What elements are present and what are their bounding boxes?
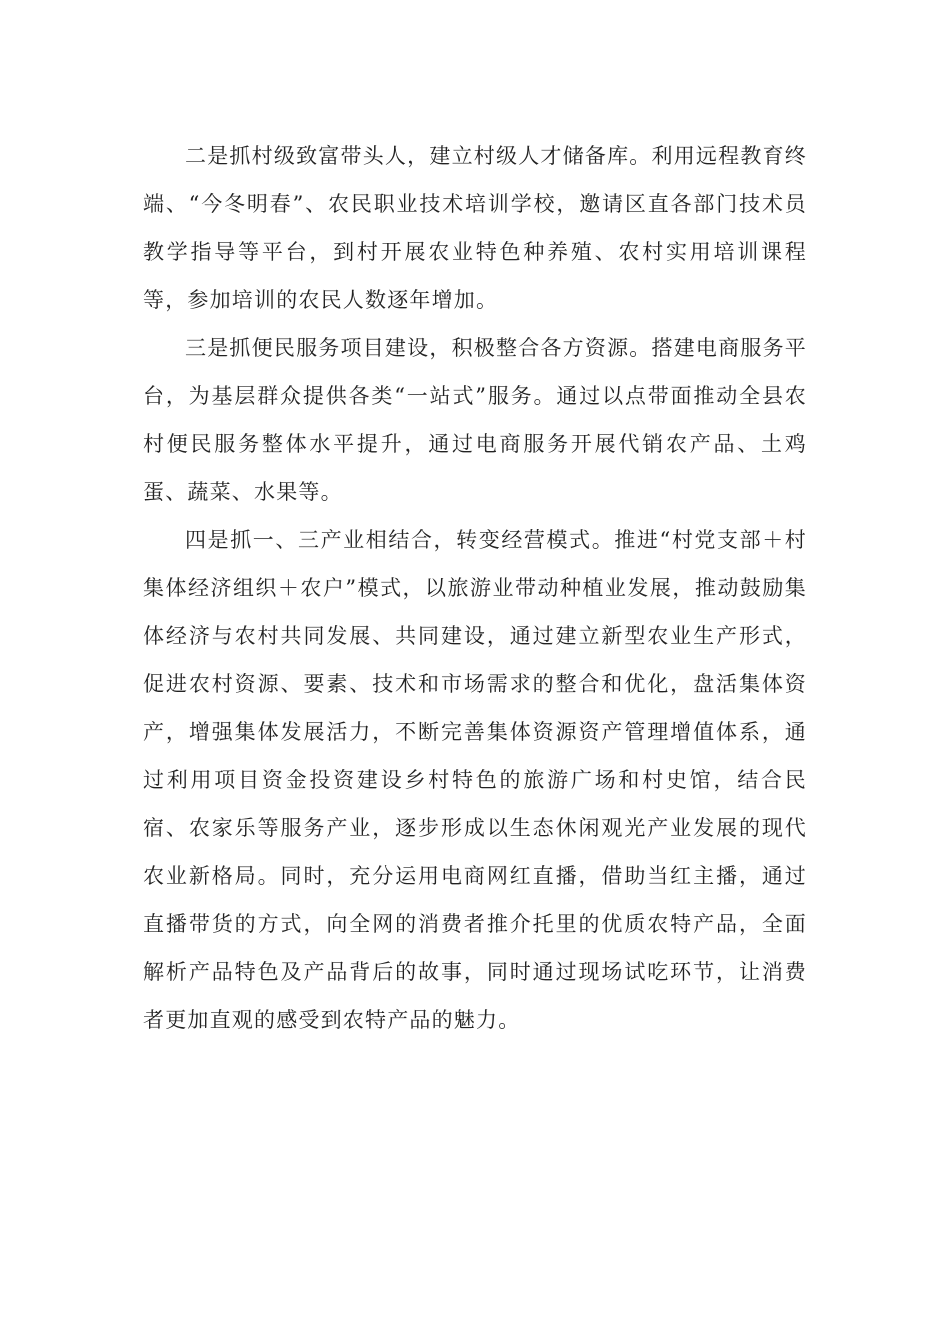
paragraph-talent-reserve: 二是抓村级致富带头人，建立村级人才储备库。利用远程教育终端、“今冬明春”、农民职业技术培训学校，邀请区直各部门技术员教学指导等平台，到村开展农业特色种养殖、农村实用培训课程等，参加培训的农民人数逐年增加。: [143, 144, 807, 312]
paragraph-industry-integration: 四是抓一、三产业相结合，转变经营模式。推进“村党支部＋村集体经济组织＋农户”模式，以旅游业带动种植业发展，推动鼓励集体经济与农村共同发展、共同建设，通过建立新型农业生产形式，促进农村资源、要素、技术和市场需求的整合和优化，盘活集体资产，增强集体发展活力，不断完善集体资源资产管理增值体系，通过利用项目资金投资建设乡村特色的旅游广场和村史馆，结合民宿、农家乐等服务产业，逐步形成以生态休闲观光产业发展的现代农业新格局。同时，充分运用电商网红直播，借助当红主播，通过直播带货的方式，向全网的消费者推介托里的优质农特产品，全面解析产品特色及产品背后的故事，同时通过现场试吃环节，让消费者更加直观的感受到农特产品的魅力。: [143, 528, 807, 1032]
paragraph-convenience-services: 三是抓便民服务项目建设，积极整合各方资源。搭建电商服务平台，为基层群众提供各类“一站式”服务。通过以点带面推动全县农村便民服务整体水平提升，通过电商服务开展代销农产品、土鸡蛋、蔬菜、水果等。: [143, 336, 807, 504]
document-body: [143, 132, 807, 1044]
